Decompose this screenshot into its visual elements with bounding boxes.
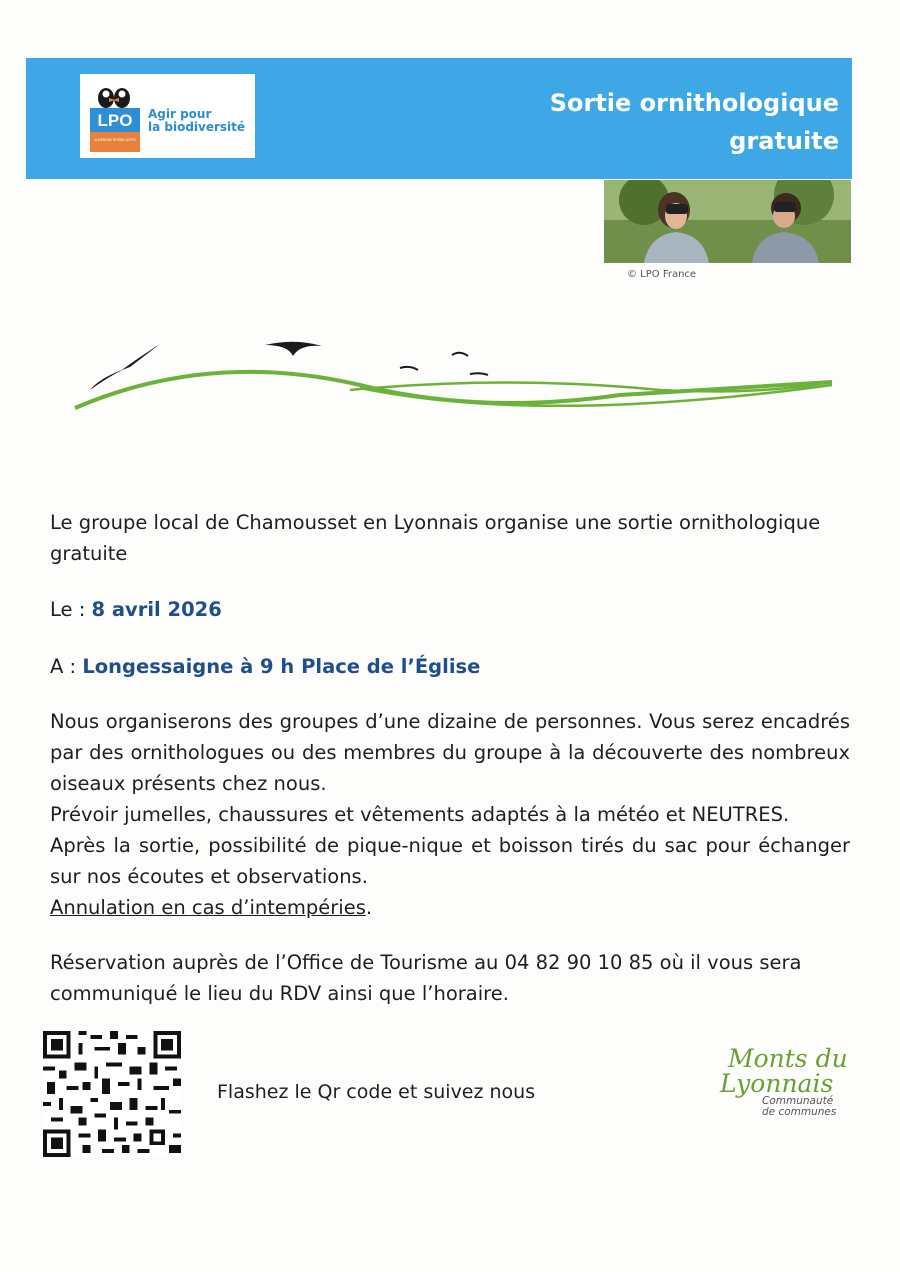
cancel-period: . bbox=[365, 896, 373, 919]
tagline-line-1: Agir pour bbox=[148, 107, 212, 121]
cancel-line bbox=[50, 892, 850, 923]
cancel-note: Annulation en cas d’intempéries bbox=[50, 896, 366, 919]
date-value: 8 avril 2026 bbox=[91, 598, 222, 621]
page-title bbox=[499, 84, 839, 160]
birds-swoosh-illustration bbox=[60, 330, 850, 430]
place-value: Longessaigne à 9 h Place de l’Église bbox=[82, 655, 481, 678]
partner-sub-1: Communauté bbox=[762, 1095, 834, 1107]
title-line-2: gratuite bbox=[729, 127, 839, 155]
monts-du-lyonnais-logo bbox=[720, 1044, 848, 1098]
partner-line-2: Lyonnais bbox=[720, 1069, 834, 1098]
place-label: A : bbox=[50, 655, 77, 678]
intro-text: Le groupe local de Chamousset en Lyonnais organise une sortie ornithologique gratuite bbox=[50, 511, 821, 565]
reservation-text: Réservation auprès de l’Office de Tourisme au 04 82 90 10 85 où il vous sera communiqué le lieu du RDV ainsi que l’horaire. bbox=[50, 951, 802, 1005]
qr-code[interactable] bbox=[42, 1031, 182, 1157]
partner-sub-2: de communes bbox=[762, 1106, 837, 1118]
details-text-3: Après la sortie, possibilité de pique-nique et boisson tirés du sac pour échanger sur nos écoutes et observations. bbox=[50, 834, 850, 888]
details-paragraph bbox=[50, 706, 850, 923]
details-text-2: Prévoir jumelles, chaussures et vêtements adaptés à la météo et NEUTRES. bbox=[50, 803, 790, 826]
details-text-1: Nous organiserons des groupes d’une dizaine de personnes. Vous serez encadrés par des ornithologues ou des membres du groupe à la découverte des nombreux oiseaux présents chez nous. bbox=[50, 710, 850, 795]
tagline-line-2: la biodiversité bbox=[148, 120, 246, 134]
date-label: Le : bbox=[50, 598, 86, 621]
photo-credit: © LPO France bbox=[627, 269, 697, 280]
lpo-logo-text: LPO bbox=[97, 111, 133, 130]
partner-subtitle bbox=[762, 1096, 836, 1118]
birdwatchers-photo bbox=[604, 180, 851, 263]
lpo-tagline bbox=[148, 108, 253, 134]
place-line bbox=[50, 651, 850, 682]
partner-line-1: Monts du bbox=[728, 1044, 848, 1073]
date-line bbox=[50, 594, 850, 625]
title-line-1: Sortie ornithologique bbox=[549, 89, 839, 117]
lpo-emblem-icon bbox=[90, 84, 140, 152]
bird-icon bbox=[265, 342, 322, 356]
qr-caption: Flashez le Qr code et suivez nous bbox=[217, 1081, 536, 1103]
lpo-region-text: AUVERGNE RHÔNE-ALPES bbox=[94, 138, 136, 142]
